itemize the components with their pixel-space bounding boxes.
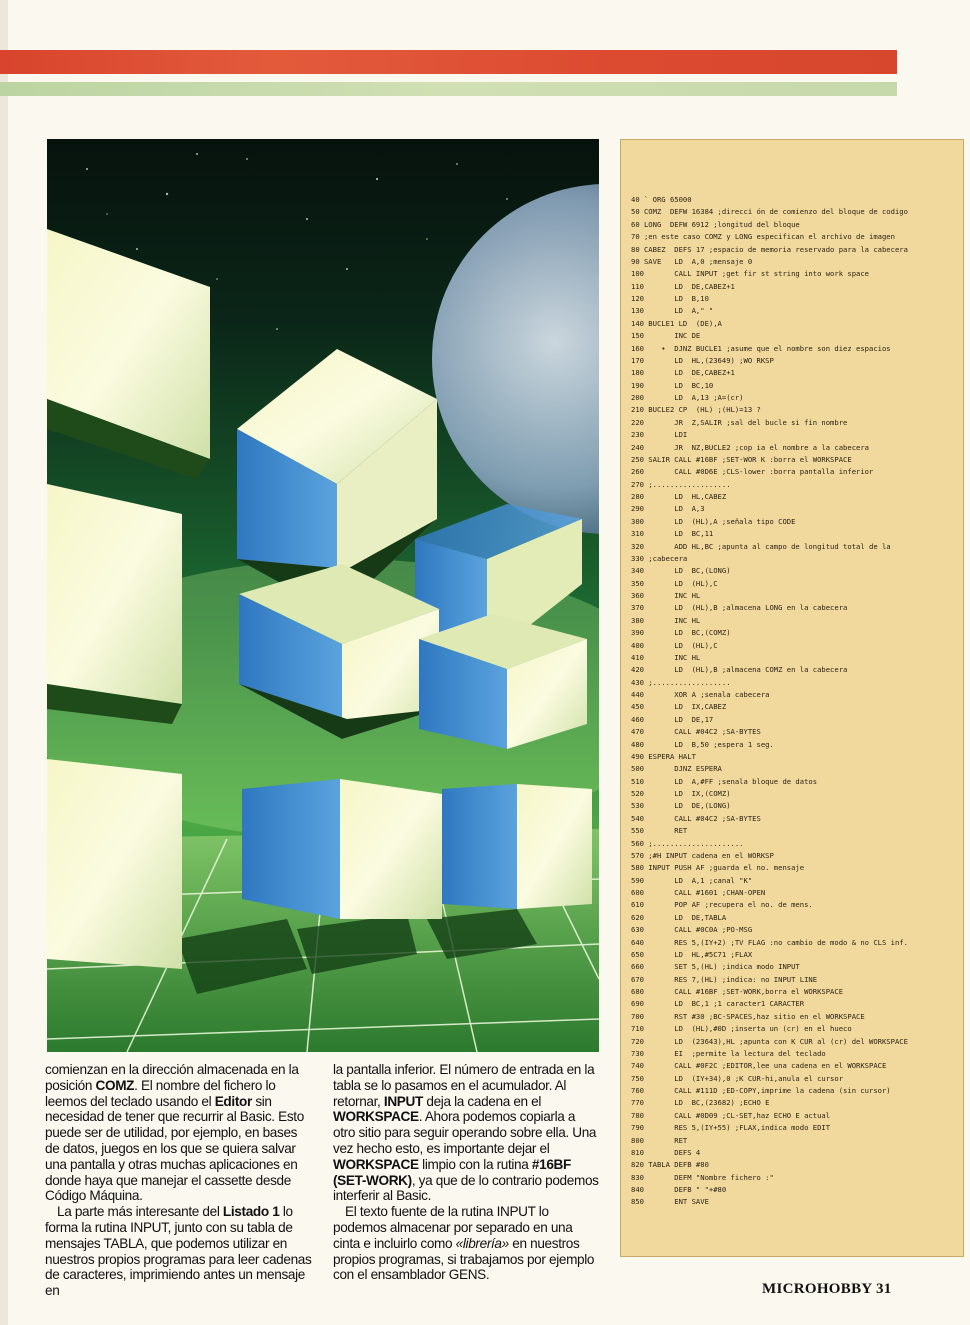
code-line: 260 CALL #0D6E ;CLS-lower :borra pantalla inferior bbox=[631, 467, 874, 477]
code-line: 650 LD HL,#5C71 ;FLAX bbox=[631, 949, 753, 959]
paragraph: La parte más interesante del Listado 1 lo forma la rutina INPUT, junto con su tabla de mensajes TABLA, que podemos utilizar en nuestros propios programas para leer cadenas de caracteres, imprimiendo antes un mensaje en bbox=[45, 1204, 312, 1299]
code-line: 80 CABEZ DEFS 17 ;espacio de memoria reservado para la cabecera bbox=[631, 244, 908, 254]
code-line: 680 CALL #16BF ;SET-WORK,borra el WORKSPACE bbox=[631, 987, 844, 996]
code-line: 790 RES 5,(IY+55) ;FLAX,indica modo EDIT bbox=[631, 1123, 831, 1133]
paragraph: comienzan en la dirección almacenada en la posición COMZ. El nombre del fichero lo leemos del teclado usando el Editor sin necesidad de tener que recurrir al Basic. Esto puede ser de utilidad, por ejemplo, en bases de datos, juegos en los que se quiera salvar una pantalla y otras muchas aplicaciones en donde haya que manejar el cassette desde Código Máquina. bbox=[45, 1062, 304, 1204]
code-line: 730 EI ;permite la lectura del teclado bbox=[631, 1048, 826, 1058]
code-line: 430 ;.................. bbox=[631, 677, 731, 687]
code-line: 120 LD B,10 bbox=[631, 294, 709, 303]
code-line: 280 LD HL,CABEZ bbox=[631, 492, 727, 501]
code-line: 220 JR Z,SALIR ;sal del bucle si fin nombre bbox=[631, 417, 848, 427]
page-footer: MICROHOBBY 31 bbox=[762, 1281, 892, 1297]
code-line: 740 CALL #0F2C ;EDITOR,lee una cadena en el WORKSPACE bbox=[631, 1061, 887, 1071]
code-line: 620 LD DE,TABLA bbox=[631, 912, 727, 922]
code-line: 580 INPUT PUSH AF ;guarda el no. mensaje bbox=[631, 863, 805, 873]
cubes-artwork bbox=[47, 139, 599, 1052]
code-line: 690 LD BC,1 ;1 caracter1 CARACTER bbox=[631, 999, 805, 1009]
code-line: 550 RET bbox=[631, 826, 688, 836]
code-line: 520 LD IX,(COMZ) bbox=[631, 789, 731, 798]
code-line: 370 LD (HL),B ;almacena LONG en la cabecera bbox=[631, 603, 848, 613]
code-line: 310 LD BC,11 bbox=[631, 529, 714, 539]
code-line: 510 LD A,#FF ;senala bloque de datos bbox=[631, 776, 818, 786]
cubes-illustration bbox=[47, 139, 599, 1052]
code-line: 420 LD (HL),B ;almacena COMZ en la cabecera bbox=[631, 665, 848, 675]
code-line: 780 CALL #0D09 ;CL-SET,haz ECHO E actual bbox=[631, 1110, 831, 1120]
code-line: 770 LD BC,(23682) ;ECHO E bbox=[631, 1098, 770, 1108]
code-line: 60 LONG DEFW 6912 ;longitud del bloque bbox=[631, 219, 800, 229]
code-line: 490 ESPERA HALT bbox=[631, 751, 696, 761]
header-stripe-green bbox=[0, 82, 897, 96]
code-line: 530 LD DE,(LONG) bbox=[631, 801, 731, 811]
code-line: 150 INC DE bbox=[631, 331, 701, 341]
code-line: 230 LDI bbox=[631, 430, 688, 440]
code-line: 560 ;..................... bbox=[631, 838, 744, 848]
code-listing bbox=[631, 194, 961, 1209]
code-line: 290 LD A,3 bbox=[631, 504, 705, 514]
code-line: 200 LD A,13 ;A=(cr) bbox=[631, 393, 744, 402]
code-line: 270 ;.................. bbox=[631, 479, 731, 489]
code-line: 760 CALL #111D ;ED-COPY,imprime la cadena (sin cursor) bbox=[631, 1086, 891, 1095]
code-line: 250 SALIR CALL #16BF ;SET-WOR K :borra el WORKSPACE bbox=[631, 454, 852, 464]
code-line: 210 BUCLE2 CP (HL) ;(HL)=13 ? bbox=[631, 405, 761, 415]
code-line: 470 CALL #04C2 ;SA-BYTES bbox=[631, 727, 761, 737]
code-line: 50 COMZ DEFW 16384 ;direcci ón de comienzo del bloque de codigo bbox=[631, 207, 908, 217]
code-line: 450 LD IX,CABEZ bbox=[631, 702, 727, 712]
code-line: 500 DJNZ ESPERA bbox=[631, 764, 722, 774]
code-line: 70 ;en este caso COMZ y LONG especifican el archivo de imagen bbox=[631, 232, 895, 242]
code-line: 190 LD BC,10 bbox=[631, 380, 714, 390]
code-line: 110 LD DE,CABEZ+1 bbox=[631, 281, 735, 291]
code-line: 830 DEFM "Nombre fichero :" bbox=[631, 1172, 774, 1182]
code-line: 380 INC HL bbox=[631, 615, 701, 625]
code-line: 410 INC HL bbox=[631, 652, 701, 662]
code-line: 820 TABLA DEFB #80 bbox=[631, 1160, 709, 1170]
code-line: 600 CALL #1601 ;CHAN-OPEN bbox=[631, 888, 766, 897]
code-line: 670 RES 7,(HL) ;indica: no INPUT LINE bbox=[631, 974, 818, 984]
code-line: 320 ADD HL,BC ;apunta al campo de longitud total de la bbox=[631, 541, 891, 551]
code-line: 300 LD (HL),A ;señala tipo CODE bbox=[631, 516, 796, 526]
code-line: 750 LD (IY+34),0 ;K CUR-hi,anula el cursor bbox=[631, 1073, 844, 1083]
code-line: 400 LD (HL),C bbox=[631, 640, 718, 650]
code-line: 180 LD DE,CABEZ+1 bbox=[631, 368, 735, 378]
code-line: 540 CALL #04C2 ;SA-BYTES bbox=[631, 813, 761, 823]
article-column-1 bbox=[45, 1062, 313, 1299]
code-line: 640 RES 5,(IY+2) ;TV FLAG :no cambio de modo & no CLS inf. bbox=[631, 937, 908, 947]
code-line: 100 CALL INPUT ;get fir st string into work space bbox=[631, 269, 869, 279]
code-line: 440 XOR A ;senala cabecera bbox=[631, 690, 770, 699]
code-line: 360 INC HL bbox=[631, 591, 701, 600]
code-line: 570 ;#H INPUT cadena en el WORKSP bbox=[631, 850, 774, 860]
code-line: 130 LD A," " bbox=[631, 306, 714, 316]
code-line: 610 POP AF ;recupera el no. de mens. bbox=[631, 900, 813, 910]
code-listing-panel bbox=[620, 139, 964, 1257]
code-line: 170 LD HL,(23649) ;WO RKSP bbox=[631, 355, 774, 365]
code-line: 590 LD A,1 ;canal "K" bbox=[631, 875, 753, 885]
code-line: 710 LD (HL),#0D ;inserta un (cr) en el hueco bbox=[631, 1024, 852, 1034]
code-line: 840 DEFB " "+#80 bbox=[631, 1185, 727, 1194]
code-line: 90 SAVE LD A,0 ;mensaje 0 bbox=[631, 256, 753, 266]
header-stripe-red bbox=[0, 50, 897, 74]
paragraph: la pantalla inferior. El número de entrada en la tabla se lo pasamos en el acumulador. Al retornar, INPUT deja la cadena en el WORKSPACE. Ahora podemos copiarla a otro sitio para seguir operando sobre ella. Una vez hecho esto, es importante dejar el WORKSPACE limpio con la rutina #16BF (SET-WORK), ya que de lo contrario podemos interferir al Basic. bbox=[333, 1062, 599, 1204]
code-line: 630 CALL #0C0A ;PO-MSG bbox=[631, 925, 753, 935]
code-line: 40 ` ORG 65000 bbox=[631, 195, 692, 204]
code-line: 720 LD (23643),HL ;apunta con K CUR al (cr) del WORKSPACE bbox=[631, 1036, 908, 1046]
code-line: 460 LD DE,17 bbox=[631, 714, 714, 724]
page-edge bbox=[0, 0, 8, 1325]
article-column-2 bbox=[333, 1062, 599, 1283]
code-line: 810 DEFS 4 bbox=[631, 1147, 701, 1157]
paragraph: El texto fuente de la rutina INPUT lo podemos almacenar por separado en una cinta e incluirlo como «librería» en nuestros propios programas, si trabajamos por ejemplo con el ensamblador GENS. bbox=[333, 1204, 595, 1283]
code-line: 480 LD B,50 ;espera 1 seg. bbox=[631, 739, 774, 749]
code-line: 160 • DJNZ BUCLE1 ;asume que el nombre son diez espacios bbox=[631, 343, 891, 353]
code-line: 340 LD BC,(LONG) bbox=[631, 566, 731, 576]
code-line: 350 LD (HL),C bbox=[631, 578, 718, 588]
code-line: 330 ;cabecera bbox=[631, 553, 688, 563]
code-line: 240 JR NZ,BUCLE2 ;cop ia el nombre a la cabecera bbox=[631, 442, 869, 452]
code-line: 850 ENT SAVE bbox=[631, 1197, 709, 1207]
code-line: 660 SET 5,(HL) ;indica modo INPUT bbox=[631, 962, 800, 972]
code-line: 140 BUCLE1 LD (DE),A bbox=[631, 318, 722, 328]
code-line: 390 LD BC,(COMZ) bbox=[631, 628, 731, 638]
code-line: 800 RET bbox=[631, 1135, 688, 1145]
code-line: 700 RST #30 ;BC-SPACES,haz sitio en el WORKSPACE bbox=[631, 1011, 865, 1021]
